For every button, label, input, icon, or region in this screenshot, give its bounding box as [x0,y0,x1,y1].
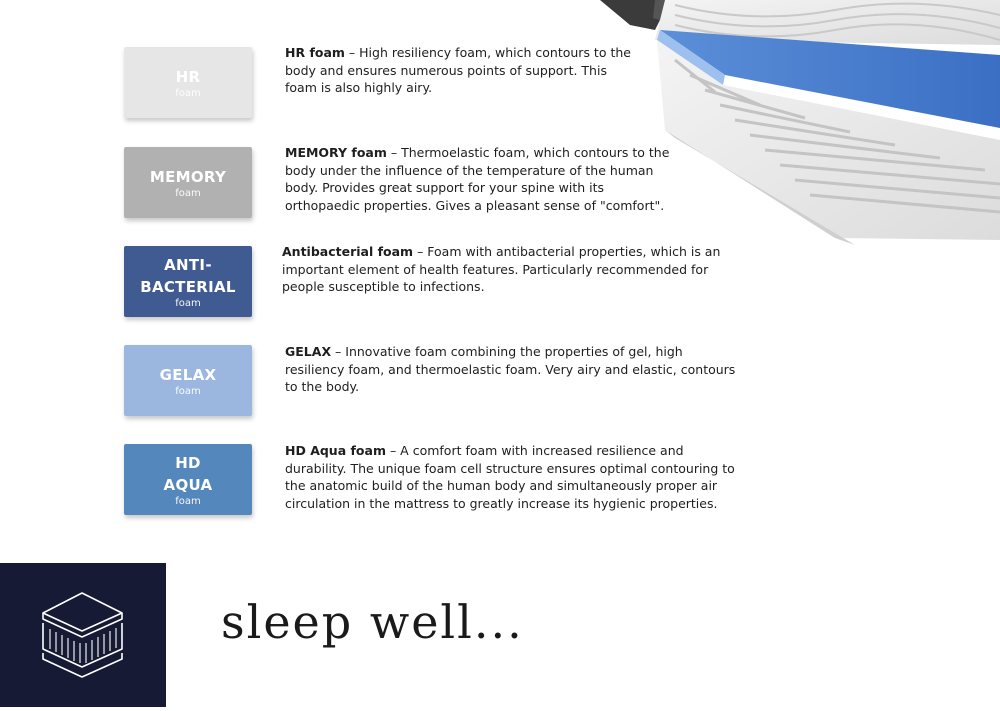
badge-subtitle: foam [175,87,201,99]
badge-title: ANTI- BACTERIAL [140,255,236,296]
foam-name: HD Aqua foam [285,443,386,458]
memory-foam-description [285,144,680,214]
hd-aqua-foam-badge [124,444,252,515]
mattress-layers-icon [0,563,166,707]
badge-subtitle: foam [175,187,201,199]
antibacterial-foam-badge [124,246,252,317]
foam-text: – Thermoelastic foam, which contours to the body under the influence of the temperature of the human body. Provides great support for your spine with its orthopaedic properties. Gives a pleasant sense of "comfort". [285,145,670,213]
badge-title: MEMORY [149,167,227,186]
slogan: sleep well... [221,595,524,649]
foam-name: MEMORY foam [285,145,387,160]
badge-title: HD AQUA [163,453,213,494]
foam-text: – High resiliency foam, which contours to the body and ensures numerous points of support. This foam is also highly airy. [285,45,631,95]
badge-subtitle: foam [175,385,201,397]
foam-text: – Innovative foam combining the properties of gel, high resiliency foam, and thermoelastic foam. Very airy and elastic, contours to the body. [285,344,736,394]
hr-foam-badge [124,47,252,118]
hr-foam-description [285,44,635,97]
foam-name: HR foam [285,45,345,60]
foam-name: GELAX [285,344,332,359]
antibacterial-foam-description [282,243,747,296]
foam-text: – Foam with antibacterial properties, which is an important element of health features. Particularly recommended for people susceptible to infections. [282,244,721,294]
gelax-foam-badge [124,345,252,416]
memory-foam-badge [124,147,252,218]
hd-aqua-foam-description [285,442,747,512]
footer-logo-block [0,563,166,707]
foam-text: – A comfort foam with increased resilience and durability. The unique foam cell structure ensures optimal contouring to the anatomic build of the human body and simultaneously proper air circulation in the mattress to greatly increase its hygienic properties. [285,443,735,511]
badge-title: GELAX [159,365,217,384]
badge-subtitle: foam [175,297,201,309]
foam-name: Antibacterial foam [282,244,414,259]
badge-title: HR [175,67,201,86]
gelax-foam-description [285,343,745,396]
badge-subtitle: foam [175,495,201,507]
